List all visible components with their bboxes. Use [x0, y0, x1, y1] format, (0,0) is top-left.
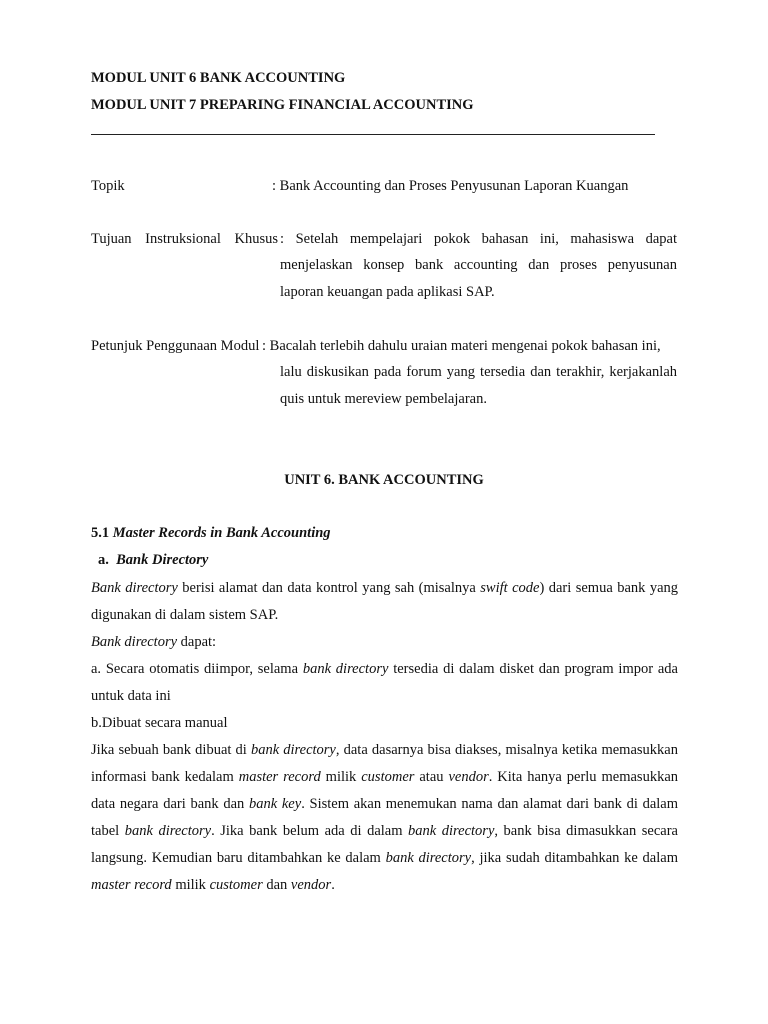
- italic-term: swift code: [480, 580, 540, 596]
- paragraph-bank-directory-can: [91, 629, 678, 656]
- petunjuk-label: Petunjuk Penggunaan Modul: [91, 338, 260, 354]
- subsection-title: Bank Directory: [116, 552, 209, 568]
- petunjuk-continuation: lalu diskusikan pada forum yang tersedia dan terakhir, kerjakanlah quis untuk mereview pembelajaran.: [280, 364, 677, 407]
- italic-term: bank directory: [124, 823, 212, 839]
- text-run: .: [331, 877, 335, 893]
- section-title: Master Records in Bank Accounting: [112, 525, 331, 541]
- subsection-heading: [98, 550, 208, 570]
- module-title-unit-7: MODUL UNIT 7 PREPARING FINANCIAL ACCOUNTING: [91, 97, 474, 113]
- petunjuk-first-line: : Bacalah terlebih dahulu uraian materi mengenai pokok bahasan ini,: [262, 338, 661, 354]
- text-run: milik: [171, 877, 210, 893]
- italic-term: bank directory: [302, 661, 389, 677]
- module-title-unit-6: MODUL UNIT 6 BANK ACCOUNTING: [91, 70, 346, 86]
- text-run: tersedia di dalam disket dan program impor ada untuk data ini: [91, 661, 678, 704]
- tujuan-continuation: menjelaskan konsep bank accounting dan proses penyusunan laporan keuangan pada aplikasi SAP.: [280, 257, 677, 300]
- text-run: ) dari semua bank yang digunakan di dalam sistem SAP.: [91, 580, 678, 623]
- subsection-letter: a.: [98, 552, 109, 568]
- section-number: 5.1: [91, 525, 110, 541]
- text-run: a. Secara otomatis diimpor, selama: [91, 661, 303, 677]
- text-run: , jika sudah ditambahkan ke dalam: [471, 850, 678, 866]
- paragraph-bank-directory-usage: [91, 737, 678, 899]
- italic-term: bank directory: [250, 742, 336, 758]
- text-run: milik: [320, 769, 362, 785]
- tujuan-first-line: : Setelah mempelajari pokok bahasan ini, mahasiswa dapat: [280, 231, 677, 247]
- text-run: atau: [414, 769, 449, 785]
- italic-term: bank key: [248, 796, 302, 812]
- text-run: . Sistem akan menemukan nama dan alamat dari bank di dalam tabel: [91, 796, 678, 839]
- list-item-automatic-import: [91, 656, 678, 710]
- text-run: Jika sebuah bank dibuat di: [91, 742, 251, 758]
- unit-heading: UNIT 6. BANK ACCOUNTING: [284, 472, 484, 488]
- text-run: b.Dibuat secara manual: [91, 715, 228, 731]
- italic-term: customer: [209, 877, 263, 893]
- text-run: , bank bisa dimasukkan secara langsung. Kemudian baru ditambahkan ke dalam: [91, 823, 678, 866]
- tujuan-label: Tujuan Instruksional Khusus: [91, 231, 278, 247]
- topik-label: Topik: [91, 178, 125, 194]
- paragraph-bank-directory-definition: [91, 575, 678, 629]
- list-item-manual-creation: [91, 710, 678, 737]
- text-run: . Jika bank belum ada di dalam: [211, 823, 409, 839]
- text-run: dapat:: [177, 634, 217, 650]
- text-run: , data dasarnya bisa diakses, misalnya ketika memasukkan informasi bank kedalam: [91, 742, 678, 785]
- text-run: dan: [262, 877, 291, 893]
- text-run: berisi alamat dan data kontrol yang sah (misalnya: [177, 580, 481, 596]
- italic-term: vendor: [448, 769, 489, 785]
- italic-term: Bank directory: [91, 634, 178, 650]
- horizontal-rule: [91, 134, 655, 135]
- topik-value: : Bank Accounting dan Proses Penyusunan Laporan Kuangan: [272, 178, 629, 194]
- italic-term: Bank directory: [91, 580, 178, 596]
- italic-term: master record: [91, 877, 172, 893]
- italic-term: bank directory: [385, 850, 472, 866]
- italic-term: master record: [238, 769, 321, 785]
- italic-term: bank directory: [408, 823, 495, 839]
- text-run: . Kita hanya perlu memasukkan data negara dari bank dan: [91, 769, 679, 812]
- section-heading: [91, 523, 331, 543]
- italic-term: customer: [361, 769, 415, 785]
- italic-term: vendor: [290, 877, 332, 893]
